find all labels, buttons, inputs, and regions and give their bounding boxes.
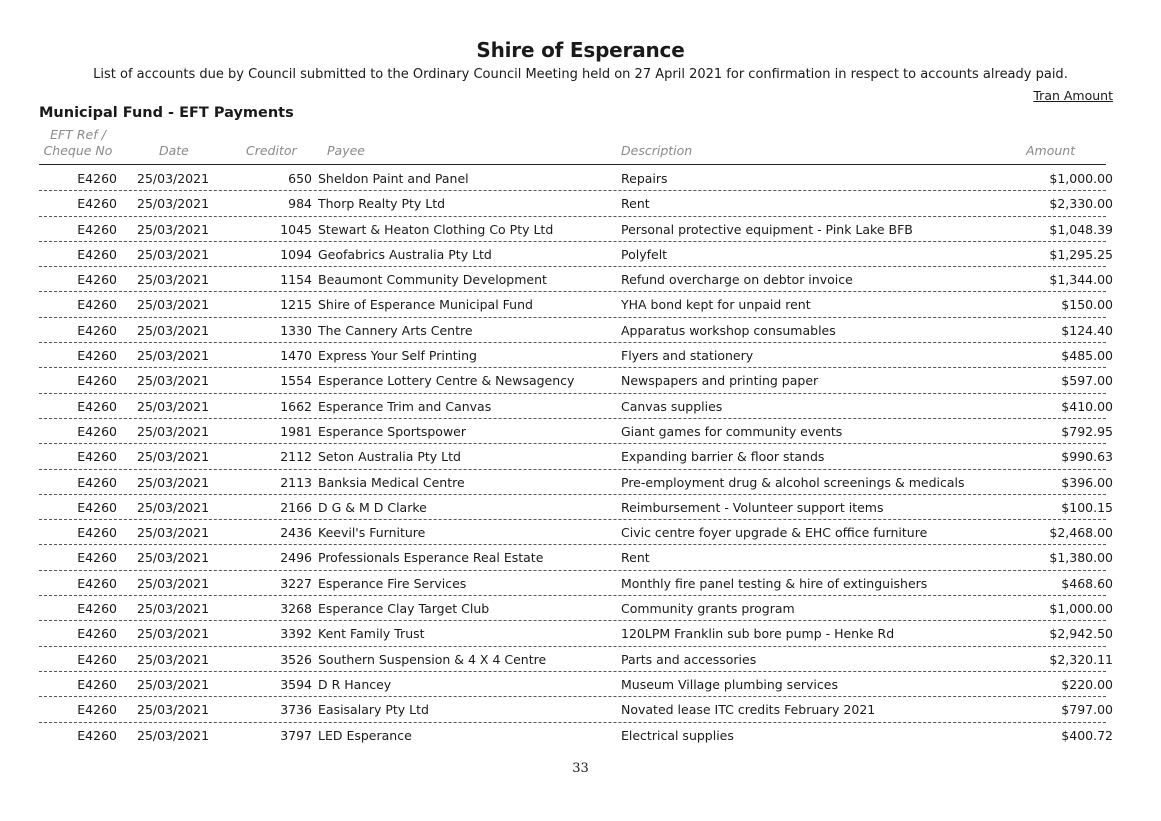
column-header-amount: Amount	[1026, 143, 1076, 158]
eft-ref-cell: E4260	[77, 171, 117, 186]
payee-cell: Thorp Realty Pty Ltd	[318, 196, 446, 212]
description-cell: Museum Village plumbing services	[621, 676, 838, 692]
date-cell: 25/03/2021	[137, 221, 210, 237]
amount-cell: $124.40	[1061, 322, 1113, 338]
eft-ref-cell: E4260	[77, 676, 117, 692]
creditor-number-cell: 3797	[280, 727, 312, 743]
table-row	[39, 368, 1113, 393]
amount-cell: $396.00	[1061, 474, 1113, 490]
eft-ref-cell: E4260	[77, 398, 117, 414]
table-row	[39, 444, 1113, 469]
payee-cell: Professionals Esperance Real Estate	[318, 550, 544, 566]
eft-ref-cell: E4260	[77, 702, 117, 718]
creditor-number-cell: 3736	[280, 702, 312, 718]
eft-ref-cell: E4260	[77, 196, 117, 212]
column-header-ref-line1: EFT Ref /	[50, 127, 106, 142]
column-header-creditor: Creditor	[246, 143, 297, 158]
payee-cell: The Cannery Arts Centre	[318, 322, 473, 338]
creditor-number-cell: 3526	[280, 651, 312, 667]
payee-cell: Esperance Lottery Centre & Newsagency	[318, 373, 575, 389]
amount-cell: $468.60	[1061, 575, 1113, 591]
eft-ref-cell: E4260	[77, 499, 117, 515]
table-row	[39, 318, 1113, 343]
date-cell: 25/03/2021	[137, 322, 210, 338]
description-cell: Giant games for community events	[621, 423, 843, 439]
amount-cell: $990.63	[1061, 449, 1113, 465]
eft-ref-cell: E4260	[77, 348, 117, 364]
page-number: 33	[572, 761, 589, 776]
table-row	[39, 217, 1113, 242]
table-row	[39, 191, 1113, 216]
date-cell: 25/03/2021	[137, 702, 210, 718]
payee-cell: Esperance Clay Target Club	[318, 601, 490, 617]
date-cell: 25/03/2021	[137, 525, 210, 541]
tran-amount-label: Tran Amount	[1033, 88, 1113, 103]
description-cell: Newspapers and printing paper	[621, 373, 819, 389]
column-header-date: Date	[159, 143, 189, 158]
eft-ref-cell: E4260	[77, 575, 117, 591]
amount-cell: $150.00	[1061, 297, 1113, 313]
payee-cell: LED Esperance	[318, 727, 412, 743]
description-cell: YHA bond kept for unpaid rent	[621, 297, 811, 313]
creditor-number-cell: 1094	[280, 246, 312, 262]
table-row	[39, 242, 1113, 267]
table-row	[39, 394, 1113, 419]
creditor-number-cell: 3392	[280, 626, 312, 642]
amount-cell: $400.72	[1061, 727, 1113, 743]
amount-cell: $485.00	[1061, 348, 1113, 364]
eft-ref-cell: E4260	[77, 727, 117, 743]
creditor-number-cell: 1981	[280, 423, 312, 439]
column-header-payee: Payee	[327, 143, 365, 158]
eft-ref-cell: E4260	[77, 423, 117, 439]
table-row	[39, 520, 1113, 545]
creditor-number-cell: 1045	[280, 221, 312, 237]
eft-ref-cell: E4260	[77, 474, 117, 490]
description-cell: Rent	[621, 196, 650, 212]
date-cell: 25/03/2021	[137, 651, 210, 667]
table-row	[39, 621, 1113, 646]
payee-cell: Geofabrics Australia Pty Ltd	[318, 246, 492, 262]
table-row	[39, 470, 1113, 495]
description-cell: Flyers and stationery	[621, 348, 754, 364]
payee-cell: Stewart & Heaton Clothing Co Pty Ltd	[318, 221, 554, 237]
description-cell: Personal protective equipment - Pink Lake BFB	[621, 221, 913, 237]
column-header-description: Description	[621, 143, 693, 158]
date-cell: 25/03/2021	[137, 575, 210, 591]
amount-cell: $2,320.11	[1049, 651, 1113, 667]
page-subtitle: List of accounts due by Council submitted to the Ordinary Council Meeting held on 27 April 2021 for confirmation in respect to accounts already paid.	[93, 67, 1068, 82]
amount-cell: $1,048.39	[1049, 221, 1113, 237]
creditor-number-cell: 984	[288, 196, 312, 212]
payee-cell: D R Hancey	[318, 676, 392, 692]
eft-ref-cell: E4260	[77, 525, 117, 541]
description-cell: Community grants program	[621, 601, 795, 617]
amount-cell: $1,000.00	[1049, 601, 1113, 617]
table-row	[39, 697, 1113, 722]
table-row	[39, 419, 1113, 444]
creditor-number-cell: 1154	[280, 272, 312, 288]
creditor-number-cell: 2166	[280, 499, 312, 515]
date-cell: 25/03/2021	[137, 246, 210, 262]
payee-cell: Kent Family Trust	[318, 626, 425, 642]
payee-cell: Beaumont Community Development	[318, 272, 547, 288]
creditor-number-cell: 1554	[280, 373, 312, 389]
eft-ref-cell: E4260	[77, 626, 117, 642]
amount-cell: $1,295.25	[1049, 246, 1113, 262]
amount-cell: $410.00	[1061, 398, 1113, 414]
table-row	[39, 596, 1113, 621]
amount-cell: $597.00	[1061, 373, 1113, 389]
table-row	[39, 267, 1113, 292]
description-cell: Polyfelt	[621, 246, 668, 262]
table-row	[39, 166, 1113, 191]
payee-cell: Southern Suspension & 4 X 4 Centre	[318, 651, 547, 667]
payee-cell: Express Your Self Printing	[318, 348, 477, 364]
date-cell: 25/03/2021	[137, 297, 210, 313]
eft-ref-cell: E4260	[77, 651, 117, 667]
date-cell: 25/03/2021	[137, 727, 210, 743]
payee-cell: Banksia Medical Centre	[318, 474, 465, 490]
creditor-number-cell: 3594	[280, 676, 312, 692]
description-cell: Refund overcharge on debtor invoice	[621, 272, 853, 288]
creditor-number-cell: 2113	[280, 474, 312, 490]
creditor-number-cell: 1470	[280, 348, 312, 364]
eft-ref-cell: E4260	[77, 272, 117, 288]
amount-cell: $220.00	[1061, 676, 1113, 692]
date-cell: 25/03/2021	[137, 398, 210, 414]
date-cell: 25/03/2021	[137, 373, 210, 389]
eft-ref-cell: E4260	[77, 601, 117, 617]
payee-cell: Shire of Esperance Municipal Fund	[318, 297, 533, 313]
creditor-number-cell: 2436	[280, 525, 312, 541]
eft-ref-cell: E4260	[77, 246, 117, 262]
description-cell: Monthly fire panel testing & hire of extinguishers	[621, 575, 928, 591]
page-title: Shire of Esperance	[476, 38, 685, 62]
date-cell: 25/03/2021	[137, 626, 210, 642]
creditor-number-cell: 650	[288, 171, 312, 186]
amount-cell: $2,330.00	[1049, 196, 1113, 212]
creditor-number-cell: 1330	[280, 322, 312, 338]
creditor-number-cell: 3268	[280, 601, 312, 617]
payee-cell: Esperance Sportspower	[318, 423, 466, 439]
date-cell: 25/03/2021	[137, 601, 210, 617]
date-cell: 25/03/2021	[137, 676, 210, 692]
amount-cell: $1,380.00	[1049, 550, 1113, 566]
description-cell: Rent	[621, 550, 650, 566]
amount-cell: $100.15	[1061, 499, 1113, 515]
amount-cell: $1,344.00	[1049, 272, 1113, 288]
column-header-ref	[39, 127, 117, 159]
table-row	[39, 292, 1113, 317]
eft-ref-cell: E4260	[77, 373, 117, 389]
payee-cell: Sheldon Paint and Panel	[318, 171, 469, 186]
amount-cell: $1,000.00	[1049, 171, 1113, 186]
table-row	[39, 647, 1113, 672]
creditor-number-cell: 1662	[280, 398, 312, 414]
description-cell: Canvas supplies	[621, 398, 723, 414]
payee-cell: Esperance Fire Services	[318, 575, 467, 591]
date-cell: 25/03/2021	[137, 499, 210, 515]
creditor-number-cell: 2112	[280, 449, 312, 465]
date-cell: 25/03/2021	[137, 196, 210, 212]
table-row	[39, 723, 1113, 748]
description-cell: 120LPM Franklin sub bore pump - Henke Rd	[621, 626, 895, 642]
amount-cell: $792.95	[1061, 423, 1113, 439]
description-cell: Pre-employment drug & alcohol screenings & medicals	[621, 474, 965, 490]
description-cell: Electrical supplies	[621, 727, 734, 743]
amount-cell: $797.00	[1061, 702, 1113, 718]
table-row	[39, 343, 1113, 368]
creditor-number-cell: 3227	[280, 575, 312, 591]
eft-ref-cell: E4260	[77, 322, 117, 338]
date-cell: 25/03/2021	[137, 449, 210, 465]
column-header-ref-line2: Cheque No	[43, 143, 113, 158]
description-cell: Novated lease ITC credits February 2021	[621, 702, 876, 718]
payee-cell: Keevil's Furniture	[318, 525, 426, 541]
description-cell: Repairs	[621, 171, 668, 186]
payments-table	[39, 166, 1113, 748]
table-row	[39, 672, 1113, 697]
creditor-number-cell: 2496	[280, 550, 312, 566]
description-cell: Civic centre foyer upgrade & EHC office furniture	[621, 525, 928, 541]
date-cell: 25/03/2021	[137, 348, 210, 364]
eft-ref-cell: E4260	[77, 221, 117, 237]
date-cell: 25/03/2021	[137, 171, 210, 186]
table-row	[39, 571, 1113, 596]
payee-cell: D G & M D Clarke	[318, 499, 427, 515]
table-row	[39, 545, 1113, 570]
description-cell: Reimbursement - Volunteer support items	[621, 499, 884, 515]
description-cell: Parts and accessories	[621, 651, 757, 667]
description-cell: Expanding barrier & floor stands	[621, 449, 825, 465]
amount-cell: $2,942.50	[1049, 626, 1113, 642]
date-cell: 25/03/2021	[137, 550, 210, 566]
eft-ref-cell: E4260	[77, 550, 117, 566]
eft-ref-cell: E4260	[77, 449, 117, 465]
date-cell: 25/03/2021	[137, 474, 210, 490]
payee-cell: Seton Australia Pty Ltd	[318, 449, 461, 465]
date-cell: 25/03/2021	[137, 272, 210, 288]
description-cell: Apparatus workshop consumables	[621, 322, 836, 338]
amount-cell: $2,468.00	[1049, 525, 1113, 541]
payee-cell: Easisalary Pty Ltd	[318, 702, 429, 718]
section-title: Municipal Fund - EFT Payments	[39, 105, 294, 121]
header-rule	[39, 164, 1106, 165]
eft-ref-cell: E4260	[77, 297, 117, 313]
table-row	[39, 495, 1113, 520]
date-cell: 25/03/2021	[137, 423, 210, 439]
payee-cell: Esperance Trim and Canvas	[318, 398, 492, 414]
creditor-number-cell: 1215	[280, 297, 312, 313]
